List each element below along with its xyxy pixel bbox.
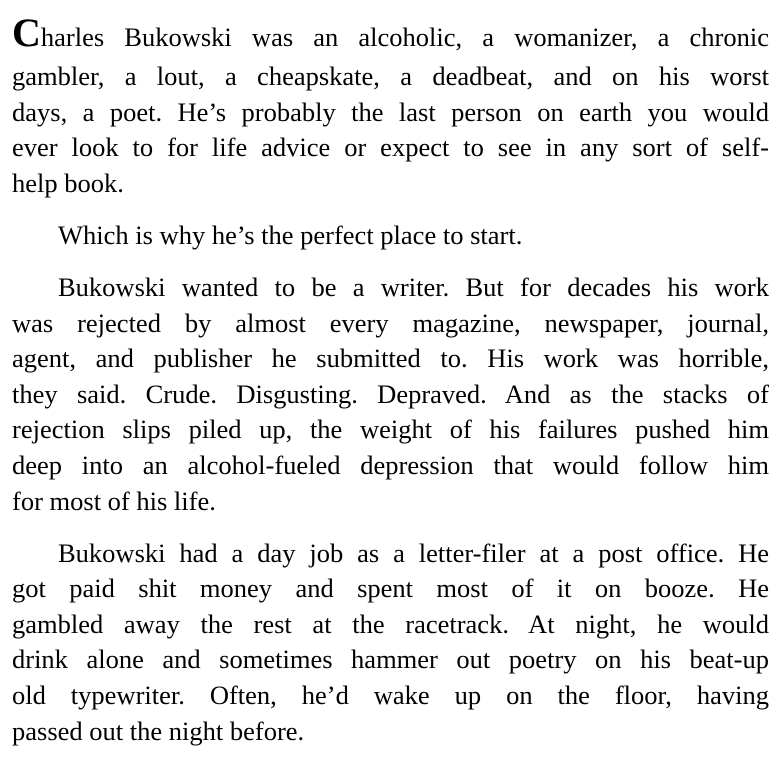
text-line: drink alone and sometimes hammer out poetry on his beat-up — [12, 644, 769, 675]
text-line: help book. — [12, 167, 124, 198]
text-line — [12, 13, 769, 59]
text-line: gambler, a lout, a cheapskate, a deadbeat, and on his worst — [12, 61, 769, 91]
text-line: ever look to for life advice or expect to see in any sort of self- — [12, 132, 769, 163]
text-line: they said. Crude. Disgusting. Depraved. And as the stacks of — [12, 378, 769, 409]
line-text: harles Bukowski was an alcoholic, a womanizer, a chronic — [40, 22, 769, 52]
paragraph-4 — [12, 536, 769, 750]
document-page — [12, 13, 769, 766]
text-line: got paid shit money and spent most of it on booze. He — [12, 573, 769, 604]
text-line: rejection slips piled up, the weight of his failures pushed him — [12, 414, 769, 445]
text-line: days, a poet. He’s probably the last person on earth you would — [12, 96, 769, 127]
paragraph-2 — [12, 218, 769, 254]
text-line: old typewriter. Often, he’d wake up on the floor, having — [12, 680, 769, 710]
text-line: agent, and publisher he submitted to. His work was horrible, — [12, 343, 769, 374]
drop-cap: C — [12, 13, 41, 55]
text-line: Bukowski wanted to be a writer. But for decades his work — [58, 271, 769, 302]
text-line: Which is why he’s the perfect place to start. — [58, 219, 523, 250]
paragraph-3 — [12, 270, 769, 519]
text-line: deep into an alcohol-fueled depression that would follow him — [12, 449, 769, 480]
text-line: passed out the night before. — [12, 715, 305, 746]
text-line: gambled away the rest at the racetrack. At night, he would — [12, 608, 769, 639]
text-line: Bukowski had a day job as a letter-filer at a post office. He — [58, 537, 769, 568]
paragraph-1 — [12, 13, 769, 201]
text-line: was rejected by almost every magazine, newspaper, journal, — [12, 307, 769, 338]
text-line: for most of his life. — [12, 485, 216, 516]
